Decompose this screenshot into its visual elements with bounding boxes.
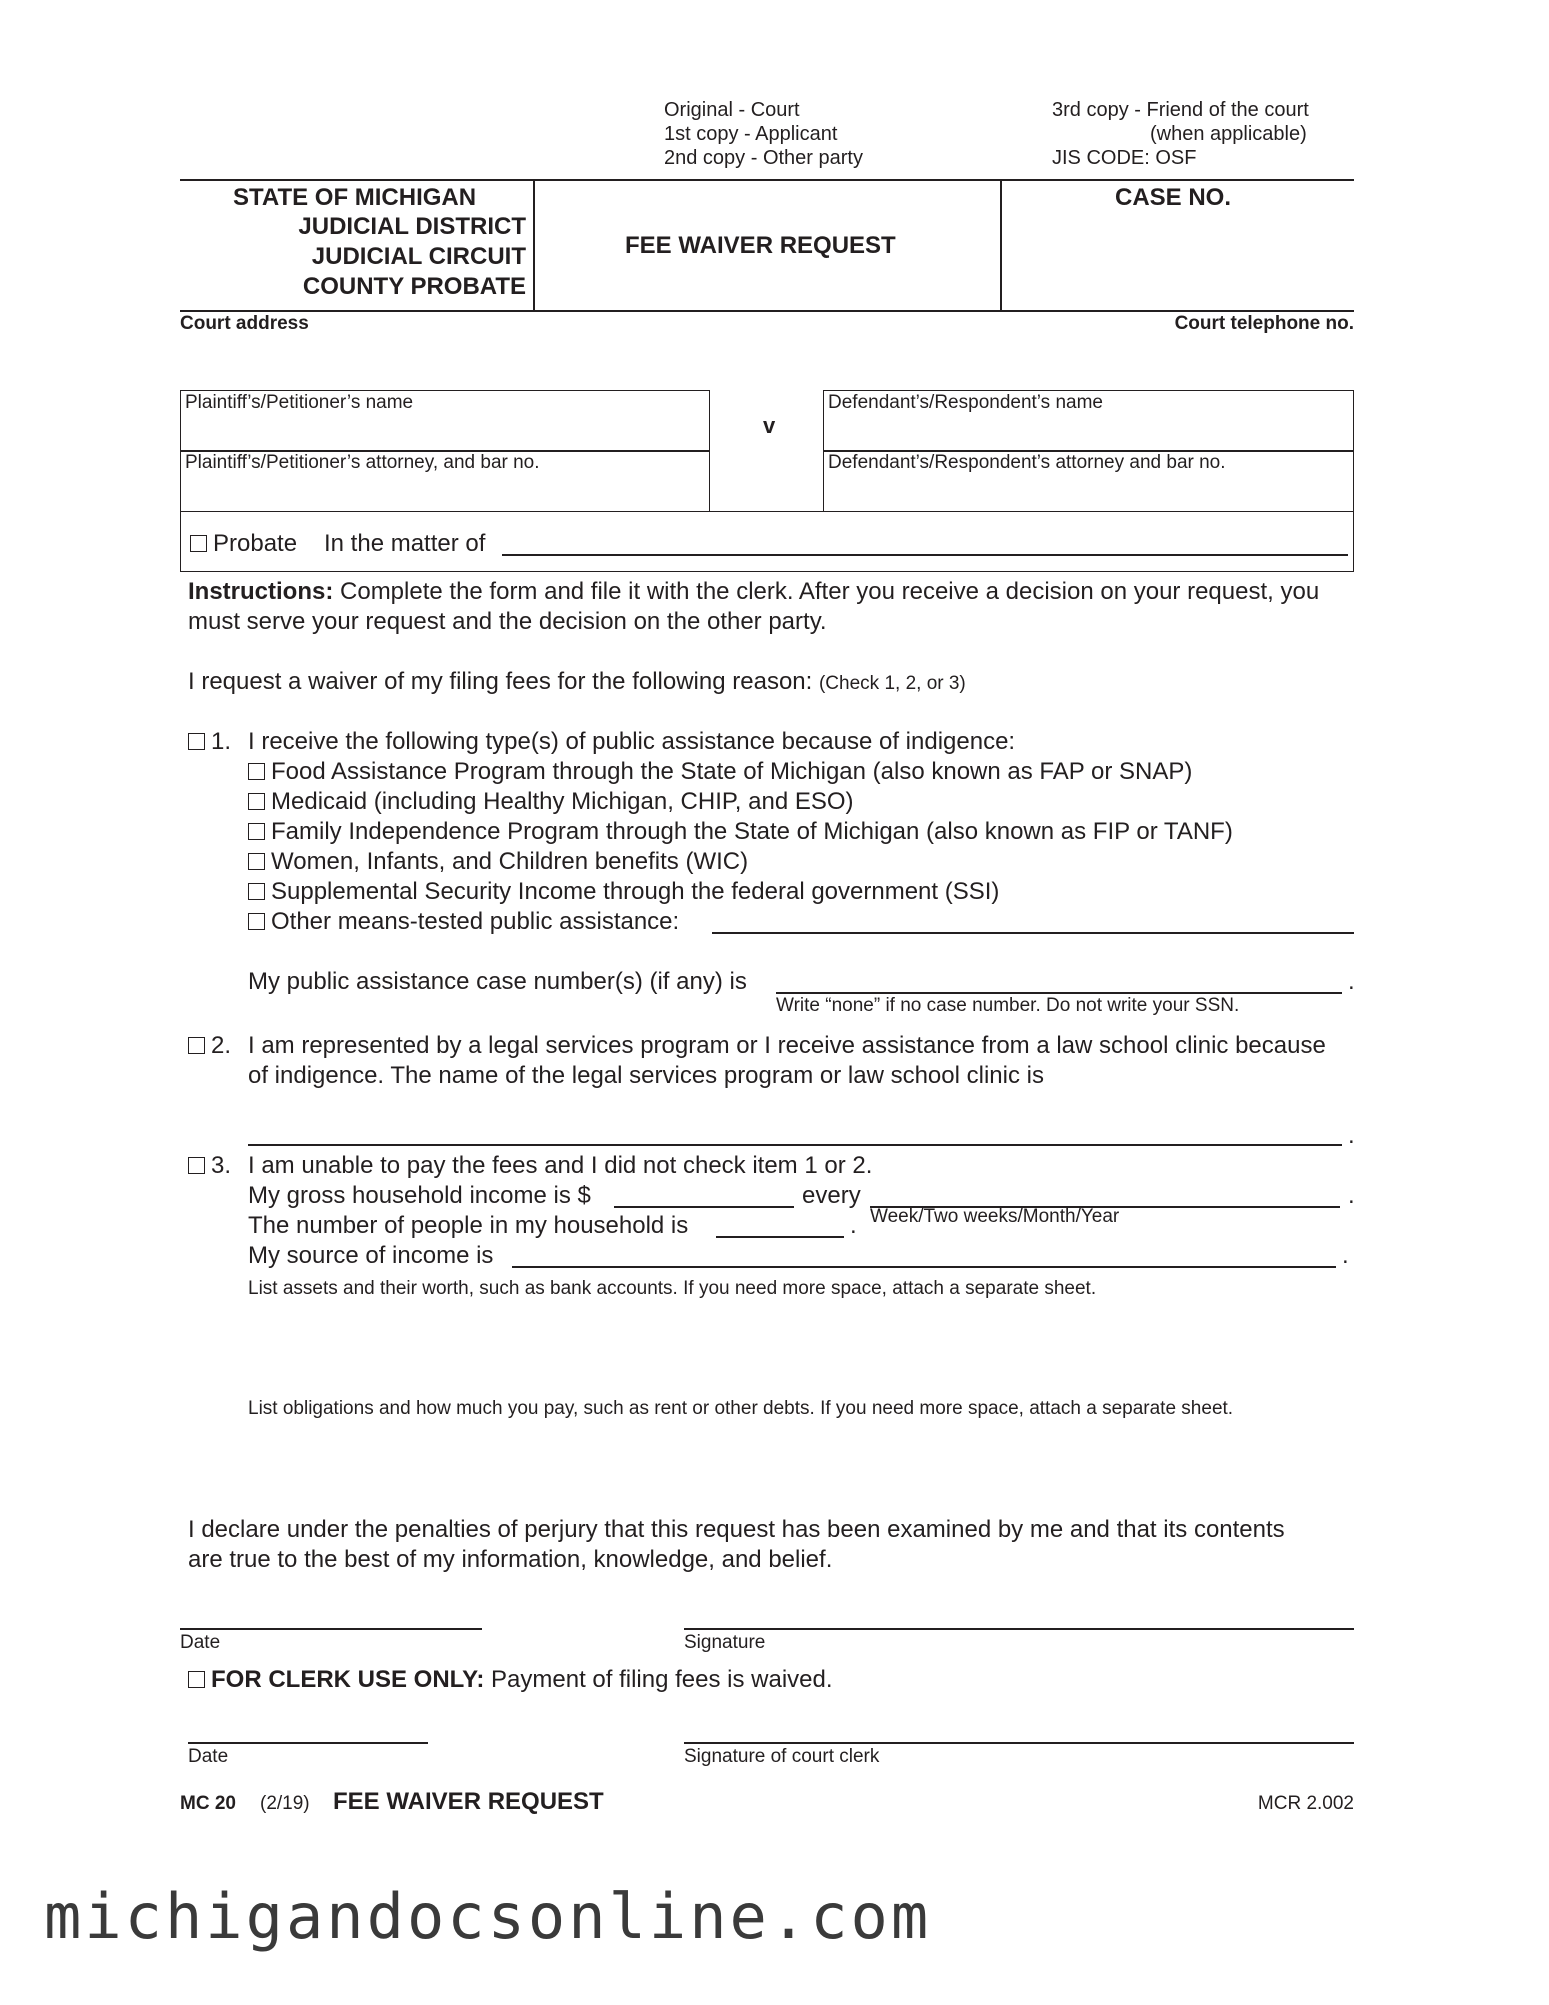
item1-option-medicaid xyxy=(248,788,854,816)
matter-label: In the matter of xyxy=(324,530,486,557)
legal-services-period: . xyxy=(1348,1122,1355,1149)
case-number-period: . xyxy=(1348,968,1355,995)
item1-text: I receive the following type(s) of public assistance because of indigence: xyxy=(248,728,1016,755)
ssi-checkbox[interactable] xyxy=(248,883,265,900)
distribution-copy3-note: (when applicable) xyxy=(1150,123,1307,145)
wic-checkbox[interactable] xyxy=(248,853,265,870)
probate-label: Probate xyxy=(213,530,298,557)
plaintiff-name-label: Plaintiff’s/Petitioner’s name xyxy=(185,392,414,413)
fip-checkbox[interactable] xyxy=(248,823,265,840)
request-line xyxy=(188,668,966,696)
court-district: JUDICIAL DISTRICT xyxy=(298,213,526,240)
income-input-line[interactable] xyxy=(614,1206,794,1208)
source-label: My source of income is xyxy=(248,1242,494,1269)
distribution-original: Original - Court xyxy=(664,99,800,121)
plaintiff-attorney-label: Plaintiff’s/Petitioner’s attorney, and bar no. xyxy=(185,452,540,473)
declaration-line2: are true to the best of my information, knowledge, and belief. xyxy=(188,1546,833,1573)
case-number-input-line[interactable] xyxy=(776,992,1342,994)
jis-code: JIS CODE: OSF xyxy=(1052,147,1197,169)
court-address-label: Court address xyxy=(180,313,309,334)
header-divider-right xyxy=(1000,179,1002,311)
item2-line1: I am represented by a legal services program or I receive assistance from a law school clinic because xyxy=(248,1032,1326,1059)
form-title: FEE WAIVER REQUEST xyxy=(625,232,896,259)
header-bottom-rule xyxy=(180,310,1354,312)
case-number-hint: Write “none” if no case number. Do not write your SSN. xyxy=(776,995,1240,1016)
date-input-line[interactable] xyxy=(180,1628,482,1630)
household-period: . xyxy=(850,1212,857,1239)
item3-row xyxy=(188,1152,231,1180)
probate-row xyxy=(190,530,297,558)
instructions-line1 xyxy=(188,578,1319,606)
header-top-rule xyxy=(180,179,1354,181)
footer-rule: MCR 2.002 xyxy=(1257,1793,1354,1814)
item3-line1: I am unable to pay the fees and I did not check item 1 or 2. xyxy=(248,1152,873,1179)
other-assistance-label: Other means-tested public assistance: xyxy=(271,908,680,935)
matter-input-line[interactable] xyxy=(502,554,1348,556)
distribution-copy1: 1st copy - Applicant xyxy=(664,123,838,145)
versus-label: v xyxy=(763,413,776,438)
period-hint: Week/Two weeks/Month/Year xyxy=(870,1206,1120,1227)
item1-option-fip xyxy=(248,818,1233,846)
medicaid-checkbox[interactable] xyxy=(248,793,265,810)
court-circuit: JUDICIAL CIRCUIT xyxy=(311,243,526,270)
ssi-label: Supplemental Security Income through the federal government (SSI) xyxy=(271,878,1000,905)
clerk-use-row xyxy=(188,1666,833,1694)
request-note: (Check 1, 2, or 3) xyxy=(818,673,966,694)
item2-number: 2. xyxy=(211,1032,232,1059)
item1-option-other xyxy=(248,908,679,936)
item1-option-fap xyxy=(248,758,1192,786)
instructions-text: Complete the form and file it with the clerk. After you receive a decision on your request, you xyxy=(333,578,1320,605)
clerk-date-input-line[interactable] xyxy=(188,1742,428,1744)
fap-label: Food Assistance Program through the State of Michigan (also known as FAP or SNAP) xyxy=(271,758,1193,785)
signature-input-line[interactable] xyxy=(684,1628,1354,1630)
probate-checkbox[interactable] xyxy=(190,535,207,552)
court-phone-label: Court telephone no. xyxy=(1174,313,1354,334)
case-no-label: CASE NO. xyxy=(1115,184,1232,211)
income-period: . xyxy=(1348,1182,1355,1209)
source-input-line[interactable] xyxy=(512,1266,1336,1268)
item2-row xyxy=(188,1032,231,1060)
obligations-hint: List obligations and how much you pay, such as rent or other debts. If you need more space, attach a separate sheet. xyxy=(248,1398,1234,1419)
wic-label: Women, Infants, and Children benefits (WIC) xyxy=(271,848,749,875)
declaration-line1: I declare under the penalties of perjury that this request has been examined by me and that its contents xyxy=(188,1516,1285,1543)
medicaid-label: Medicaid (including Healthy Michigan, CHIP, and ESO) xyxy=(271,788,854,815)
instructions-line2: must serve your request and the decision on the other party. xyxy=(188,608,827,635)
site-watermark: michigandocsonline.com xyxy=(44,1880,932,1953)
distribution-copy2: 2nd copy - Other party xyxy=(664,147,863,169)
item1-option-wic xyxy=(248,848,748,876)
item1-row xyxy=(188,728,231,756)
item3-checkbox[interactable] xyxy=(188,1157,205,1174)
fap-checkbox[interactable] xyxy=(248,763,265,780)
item1-number: 1. xyxy=(211,728,232,755)
item2-checkbox[interactable] xyxy=(188,1037,205,1054)
defendant-name-label: Defendant’s/Respondent’s name xyxy=(828,392,1103,413)
clerk-use-text: Payment of filing fees is waived. xyxy=(484,1666,833,1693)
legal-services-input-line[interactable] xyxy=(248,1144,1342,1146)
source-period: . xyxy=(1342,1242,1349,1269)
distribution-copy3: 3rd copy - Friend of the court xyxy=(1052,99,1309,121)
date-label: Date xyxy=(180,1632,221,1653)
request-text: I request a waiver of my filing fees for the following reason: xyxy=(188,668,813,695)
other-assistance-input-line[interactable] xyxy=(712,932,1354,934)
header-divider-left xyxy=(533,179,535,311)
clerk-use-label: FOR CLERK USE ONLY: xyxy=(211,1666,485,1693)
income-label: My gross household income is $ xyxy=(248,1182,591,1209)
instructions-label: Instructions: xyxy=(188,578,334,605)
footer-revision: (2/19) xyxy=(260,1793,310,1814)
court-probate: COUNTY PROBATE xyxy=(302,273,526,300)
item1-option-ssi xyxy=(248,878,999,906)
footer-title: FEE WAIVER REQUEST xyxy=(333,1788,604,1815)
court-state: STATE OF MICHIGAN xyxy=(233,184,477,211)
clerk-signature-input-line[interactable] xyxy=(684,1742,1354,1744)
clerk-date-label: Date xyxy=(188,1746,229,1767)
footer-form-id: MC 20 xyxy=(180,1793,236,1814)
case-number-label: My public assistance case number(s) (if any) is xyxy=(248,968,747,995)
other-assistance-checkbox[interactable] xyxy=(248,913,265,930)
clerk-waived-checkbox[interactable] xyxy=(188,1671,205,1688)
fip-label: Family Independence Program through the State of Michigan (also known as FIP or TANF) xyxy=(271,818,1233,845)
clerk-signature-label: Signature of court clerk xyxy=(684,1746,880,1767)
signature-label: Signature xyxy=(684,1632,766,1653)
item1-checkbox[interactable] xyxy=(188,733,205,750)
item3-number: 3. xyxy=(211,1152,232,1179)
assets-hint: List assets and their worth, such as bank accounts. If you need more space, attach a separate sheet. xyxy=(248,1278,1097,1299)
household-label: The number of people in my household is xyxy=(248,1212,689,1239)
item2-line2: of indigence. The name of the legal services program or law school clinic is xyxy=(248,1062,1044,1089)
household-input-line[interactable] xyxy=(716,1236,844,1238)
defendant-attorney-label: Defendant’s/Respondent’s attorney and bar no. xyxy=(828,452,1226,473)
every-label: every xyxy=(802,1182,861,1209)
